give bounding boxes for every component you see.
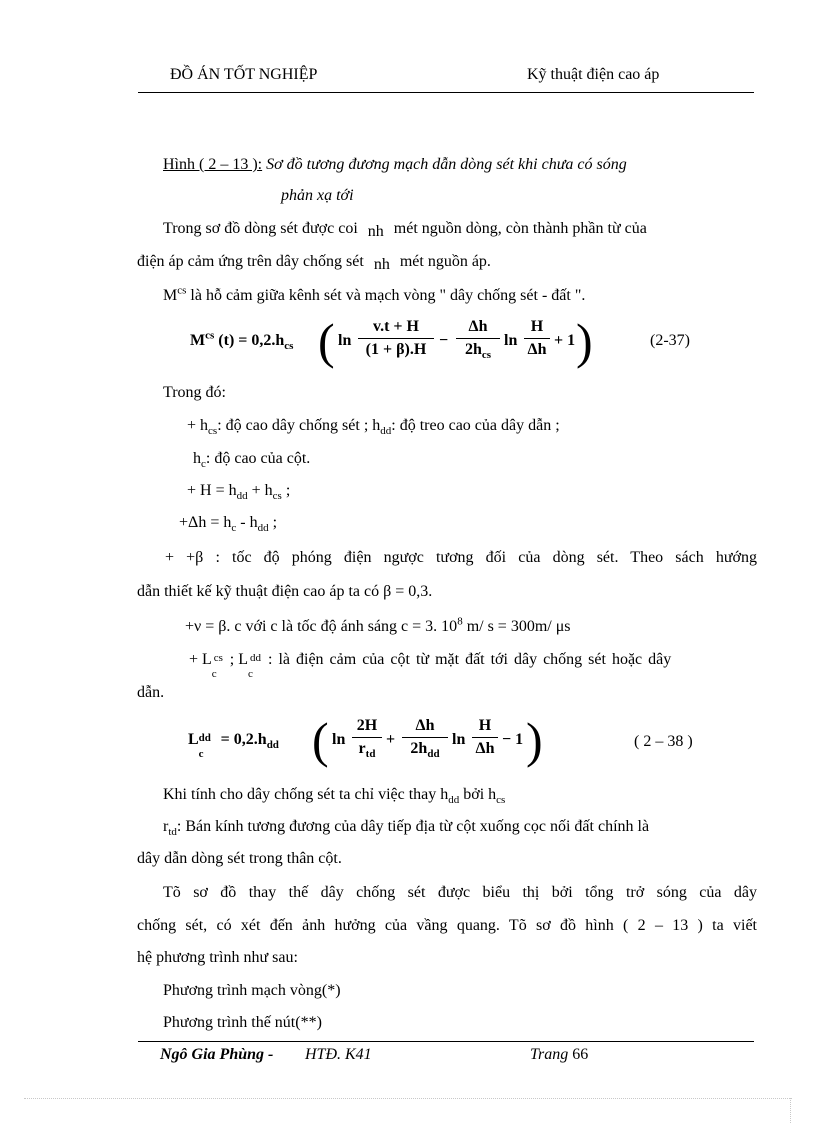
to-line1: Tõ sơ đồ thay thế dây chống sét được biểu thị bởi tổng trở sóng của dây — [163, 884, 757, 901]
eq1-M: M — [190, 332, 206, 349]
khi-line — [163, 786, 506, 807]
eq2-den1-sub: td — [365, 748, 376, 761]
eq2-frac1 — [352, 717, 382, 761]
rtd-a: r — [163, 818, 169, 835]
figure-caption-colon: : — [257, 156, 263, 173]
v-b: m/ s = 300m/ μs — [462, 618, 571, 635]
footer-page-label: Trang — [530, 1046, 569, 1063]
v-line — [185, 615, 571, 636]
figure-caption-line2: phản xạ tới — [281, 187, 354, 204]
eq1-num3: H — [530, 318, 544, 335]
L-b: ; L — [225, 651, 249, 668]
def3-c: ; — [281, 482, 291, 499]
mcs-rest: là hỗ cảm giữa kênh sét và mạch vòng " dây chống sét - đất ". — [186, 287, 586, 304]
khi-b: bởi h — [459, 786, 497, 803]
L-line2: dẫn. — [137, 684, 165, 701]
def3-a: + H = h — [187, 482, 237, 499]
eq2-number: ( 2 – 38 ) — [634, 733, 693, 750]
eq2-L: L — [188, 731, 199, 748]
footer-author: Ngô Gia Phùng - — [160, 1046, 274, 1063]
beta-line2: dẫn thiết kế kỹ thuật điện cao áp ta có β = 0,3. — [137, 583, 433, 600]
khi-a: Khi tính cho dây chống sét ta chỉ việc thay h — [163, 786, 449, 803]
eq1-den2-sub: cs — [481, 349, 492, 362]
para1-l2a: điện áp cảm ứng trên dây chống sét — [137, 253, 364, 270]
def4-c: ; — [268, 514, 278, 531]
footer-page — [530, 1046, 588, 1064]
def4-b: - h — [236, 514, 258, 531]
def-hcs — [187, 417, 560, 438]
rtd-line2: dây dẫn dòng sét trong thân cột. — [137, 850, 342, 867]
eq2-num1: 2H — [356, 717, 378, 734]
eq2-right-paren: ) — [526, 712, 543, 768]
para1-line2 — [137, 253, 491, 271]
para1-l2b: nh — [373, 256, 390, 273]
eq2-num2: Δh — [415, 717, 435, 734]
mcs-M: M — [163, 287, 178, 304]
def3-sub2: cs — [272, 490, 282, 503]
figure-caption-text: Sơ đồ tương đương mạch dẫn dòng sét khi chưa có sóng — [266, 156, 627, 173]
to-line3: hệ phương trình như sau: — [137, 949, 298, 966]
rtd-b: : Bán kính tương đương của dây tiếp địa từ cột xuống cọc nối đất chính là — [176, 818, 650, 835]
eq2-left-paren: ( — [312, 712, 329, 768]
eq-loop-label: Phương trình mạch vòng(*) — [163, 982, 341, 999]
eq2-ln1: ln — [332, 731, 346, 748]
para1-l1b: nh — [367, 223, 384, 240]
para1-l2c: mét nguồn áp. — [399, 253, 491, 270]
eq2-den2: 2h — [410, 740, 428, 757]
eq2-tail: − 1 — [502, 731, 524, 748]
eq1-frac1 — [358, 318, 434, 359]
figure-caption-label: Hình ( 2 – 13 ) — [163, 156, 258, 173]
eq1-num2: Δh — [468, 318, 488, 335]
def2-b: : độ cao của cột. — [205, 450, 311, 467]
eq-node-label: Phương trình thế nút(**) — [163, 1014, 322, 1031]
eq1-lhs-sub: cs — [284, 340, 294, 353]
def-dh — [179, 514, 278, 535]
eq1-lhs: (t) = 0,2.h — [214, 332, 285, 349]
trong-do: Trong đó: — [163, 384, 226, 401]
footer-page-num: 66 — [572, 1046, 589, 1063]
page-border-dotted-vertical — [790, 1098, 791, 1123]
eq2-den3: Δh — [475, 740, 495, 757]
footer-rule — [138, 1041, 754, 1042]
eq2-den1: r — [358, 740, 366, 757]
rtd-line1 — [163, 818, 757, 839]
eq2-num3: H — [478, 717, 492, 734]
def2-a: h — [193, 450, 201, 467]
eq1-num1: v.t + H — [372, 318, 419, 335]
def1-sub2: dd — [380, 425, 392, 438]
eq1-right-paren: ) — [576, 313, 593, 369]
eq2-frac3 — [472, 717, 498, 758]
header-right: Kỹ thuật điện cao áp — [527, 66, 660, 83]
header-rule — [138, 92, 754, 93]
v-sup: 8 — [457, 615, 463, 628]
eq1-frac2 — [456, 318, 500, 362]
def4-a: +Δh = h — [179, 514, 232, 531]
def-H — [187, 482, 291, 503]
eq1-ln1: ln — [338, 332, 352, 349]
def1-b: : độ cao dây chống sét ; h — [217, 417, 381, 434]
L-c: : là điện cảm của cột từ mặt đất tới dây chống sét hoặc dây — [262, 651, 672, 668]
def4-sub2: dd — [257, 522, 269, 535]
khi-sub2: cs — [496, 794, 506, 807]
footer-class: HTĐ. K41 — [305, 1046, 372, 1063]
eq2-den2-sub: dd — [427, 748, 440, 761]
page-border-dotted — [24, 1098, 792, 1099]
eq1-tail: + 1 — [554, 332, 576, 349]
eq2-lhs: = 0,2.h — [216, 731, 267, 748]
eq1-left-paren: ( — [318, 313, 335, 369]
eq1-number: (2-37) — [650, 332, 690, 349]
mcs-sup: cs — [177, 284, 187, 297]
def1-c: : độ treo cao của dây dẫn ; — [391, 417, 560, 434]
khi-sub1: dd — [448, 794, 460, 807]
rtd-sub: td — [168, 826, 177, 839]
def1-sub: cs — [208, 425, 218, 438]
L-line1: + L c cs ; L c dd : là điện cảm của cột từ mặt đất tới dây chống sét hoặc dây — [189, 651, 672, 680]
eq1-den3: Δh — [527, 341, 547, 358]
def3-b: + h — [247, 482, 273, 499]
eq1-den1: (1 + β).H — [365, 341, 427, 358]
para1-l1c: mét nguồn dòng, còn thành phần từ của — [393, 220, 647, 237]
eq1-M-sup: cs — [205, 329, 215, 342]
def2-sub: c — [201, 458, 206, 471]
eq2-ln2: ln — [452, 731, 466, 748]
para1-l1a: Trong sơ đồ dòng sét được coi — [163, 220, 358, 237]
def3-sub1: dd — [236, 490, 248, 503]
eq2-lhs-sub: dd — [266, 739, 279, 752]
v-a: +ν = β. c với c là tốc độ ánh sáng c = 3. 10 — [185, 618, 458, 635]
eq1-minus: − — [439, 332, 449, 349]
para1-line1 — [163, 220, 647, 238]
eq1-frac3 — [524, 318, 550, 359]
eq2-plus: + — [386, 731, 396, 748]
eq1-ln2: ln — [504, 332, 518, 349]
figure-caption-line1 — [163, 156, 627, 174]
eq1-den2: 2h — [464, 341, 482, 358]
eq2-frac2 — [402, 717, 448, 761]
def1-a: + h — [187, 417, 209, 434]
header-left: ĐỒ ÁN TỐT NGHIỆP — [170, 66, 318, 83]
def-hc — [193, 450, 311, 471]
mcs-line — [163, 284, 586, 305]
to-line2: chống sét, có xét đến ảnh hưởng của vầng quang. Tõ sơ đồ hình ( 2 – 13 ) ta viết — [137, 917, 757, 934]
beta-line1: + +β : tốc độ phóng điện ngược tương đối của dòng sét. Theo sách hướng — [165, 549, 757, 566]
L-a: + L — [189, 651, 212, 668]
def4-sub1: c — [231, 522, 237, 535]
